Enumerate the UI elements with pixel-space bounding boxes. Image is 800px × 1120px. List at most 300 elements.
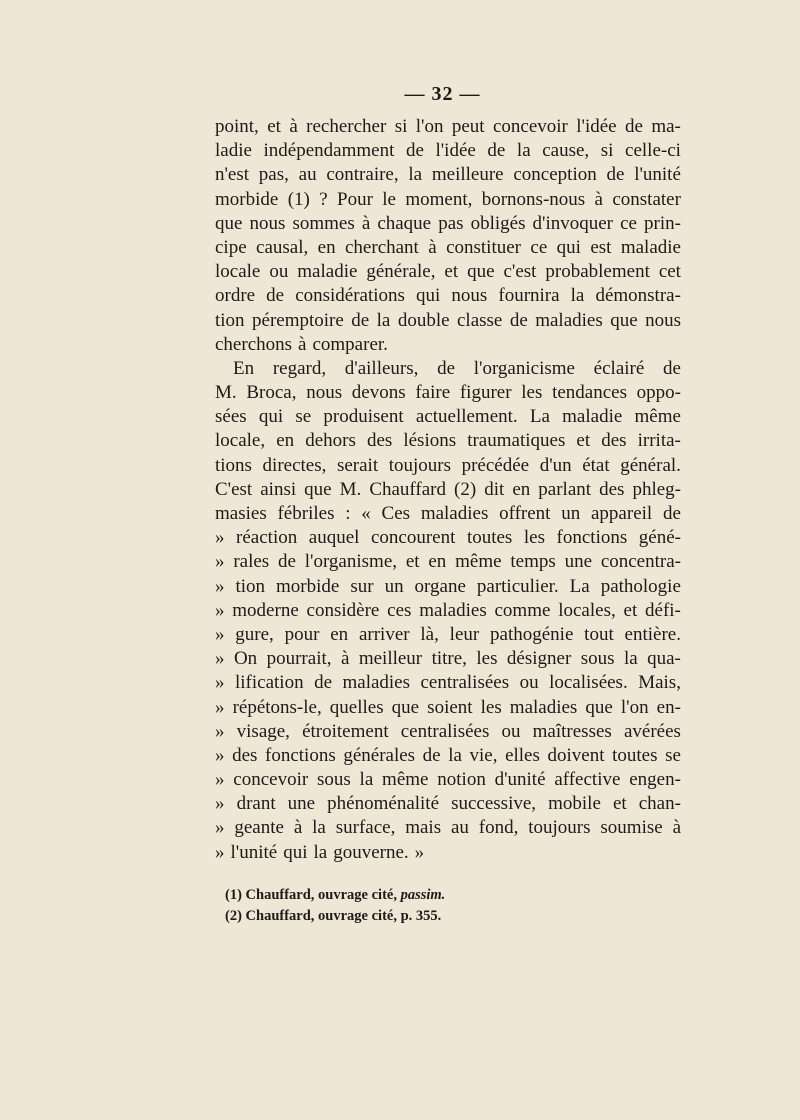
word: un — [561, 503, 581, 524]
word: répétons-le, — [232, 696, 322, 718]
word: en — [317, 236, 336, 258]
word: démonstra- — [595, 285, 681, 307]
word: d'un — [539, 454, 572, 476]
word: et — [612, 793, 627, 815]
word: tout — [584, 623, 614, 645]
word: rales — [233, 551, 270, 573]
word: que — [304, 478, 332, 500]
word: lésions — [403, 430, 457, 452]
word: général. — [620, 454, 681, 476]
word: se — [295, 406, 312, 428]
footnote-text: Chauffard, ouvrage cité, — [245, 887, 397, 903]
word: gouverne. — [333, 841, 409, 863]
word: générale, — [366, 261, 436, 283]
word: maîtresses — [532, 720, 612, 742]
word: » — [215, 817, 225, 839]
word: ou — [501, 720, 521, 742]
footnote-marker: (2) — [225, 908, 242, 924]
word: » — [215, 599, 225, 621]
word: de — [625, 116, 643, 137]
word: point, — [215, 116, 259, 137]
word: nous — [645, 309, 681, 331]
word: soient — [427, 696, 473, 718]
word: figurer — [459, 382, 512, 404]
text-line — [215, 768, 681, 792]
text-line — [215, 188, 681, 212]
word: concevoir — [492, 116, 568, 137]
word: fébriles — [277, 503, 335, 524]
word: maladie — [620, 236, 681, 258]
word: maladies — [342, 672, 411, 694]
word: geante — [234, 817, 284, 839]
word: maladies — [419, 599, 487, 621]
word: toutes — [466, 527, 513, 549]
word: ces — [387, 599, 412, 621]
word: qua- — [647, 648, 681, 670]
word: que — [467, 261, 495, 283]
word: maladies — [535, 309, 603, 331]
text-line — [215, 478, 681, 502]
word: » — [215, 672, 225, 694]
text-line — [215, 550, 681, 574]
text-line — [215, 405, 681, 429]
word: » — [215, 648, 225, 670]
word: fond, — [478, 817, 519, 839]
word: ce — [530, 236, 548, 258]
word: mais — [405, 817, 442, 839]
word: arriver — [358, 623, 410, 645]
word: que — [215, 212, 243, 234]
word: organe — [414, 575, 466, 597]
word: au — [450, 817, 469, 839]
word: des — [366, 430, 393, 452]
word: gure, — [235, 623, 274, 645]
word: l'organisme, — [304, 551, 398, 573]
word: centralisées — [420, 672, 510, 694]
word: » — [215, 744, 225, 766]
word: » — [215, 841, 225, 863]
word: tions — [215, 454, 252, 476]
text-line — [215, 599, 681, 623]
word: ce — [620, 212, 637, 234]
word: visage, — [236, 720, 290, 742]
word: offrent — [499, 503, 551, 524]
text-line — [215, 744, 681, 768]
word: chan- — [638, 793, 681, 815]
word: à — [594, 188, 603, 210]
word: des — [601, 430, 627, 452]
word: à — [672, 817, 681, 839]
word: drant — [236, 793, 276, 815]
word: qui — [416, 285, 441, 307]
word: la — [448, 744, 462, 766]
word: parlant — [538, 478, 592, 500]
word: moment, — [405, 188, 473, 210]
word: maladies — [509, 696, 578, 718]
word: une — [287, 793, 316, 815]
word: Mais, — [638, 672, 681, 694]
text-line — [215, 841, 681, 865]
word: que — [585, 696, 613, 718]
word: phénoménalité — [327, 793, 440, 815]
body-text — [215, 115, 681, 865]
word: précédée — [461, 454, 530, 476]
word: le — [382, 188, 396, 210]
word: La — [569, 575, 590, 597]
text-line — [215, 163, 681, 187]
word: cherchant — [345, 236, 419, 258]
word: » — [215, 696, 225, 718]
word: Broca, — [246, 382, 297, 404]
word: état — [582, 454, 610, 476]
word: à — [289, 116, 298, 137]
word: » — [215, 769, 225, 791]
word: Pour — [337, 188, 373, 210]
word: une — [564, 551, 592, 573]
word: dit — [484, 478, 505, 500]
word: cet — [658, 261, 681, 283]
word: la — [313, 841, 328, 863]
word: la — [570, 285, 585, 307]
word: quelles — [329, 696, 384, 718]
word: engen- — [629, 769, 681, 791]
word: leur — [449, 623, 480, 645]
word: locale — [215, 261, 261, 283]
text-line — [215, 309, 681, 333]
word: locales, — [558, 599, 616, 621]
word: les — [480, 696, 502, 718]
word: ladie — [215, 140, 252, 162]
word: peut — [451, 116, 485, 137]
text-line — [215, 236, 681, 260]
word: si — [394, 116, 408, 137]
word: elles — [505, 744, 540, 766]
word: d'unité — [494, 769, 546, 791]
word: à — [340, 648, 350, 670]
word: maladie — [297, 261, 358, 283]
word: même — [382, 769, 429, 791]
text-line — [215, 260, 681, 284]
word: et — [444, 261, 459, 283]
word: comme — [494, 599, 551, 621]
word: entière. — [624, 623, 681, 645]
word: en — [512, 478, 531, 500]
text-line — [215, 671, 681, 695]
word: l'unité — [634, 164, 681, 186]
word: fournira — [498, 285, 560, 307]
word: traumatiques — [467, 430, 566, 452]
word: de — [509, 309, 528, 331]
footnote-text: Chauffard, ouvrage cité, p. 355. — [245, 908, 442, 924]
word: soumise — [600, 817, 663, 839]
word: désigner — [506, 648, 572, 670]
footnotes — [225, 885, 625, 927]
text-line — [215, 792, 681, 816]
word: » — [215, 551, 225, 573]
word: devons — [351, 382, 406, 404]
word: de — [405, 140, 424, 162]
word: » — [414, 841, 425, 863]
word: qui — [258, 406, 284, 428]
word: toutes — [612, 744, 658, 766]
word: surface, — [335, 817, 396, 839]
word: meilleur — [358, 648, 423, 670]
word: notion — [437, 769, 486, 791]
word: fonctions — [556, 527, 628, 549]
word: et — [576, 430, 591, 452]
word: là, — [420, 623, 439, 645]
word: M. — [215, 382, 237, 404]
word: mobile — [548, 793, 601, 815]
word: pourrait, — [266, 648, 332, 670]
word: morbide — [276, 575, 340, 597]
word: nous — [306, 382, 343, 404]
word: concourent — [370, 527, 456, 549]
word: regard, — [272, 357, 327, 379]
word: chaque — [377, 212, 432, 234]
word: d'ailleurs, — [344, 357, 419, 379]
word: constater — [612, 188, 681, 210]
word: Chauffard — [369, 478, 446, 500]
word: de — [422, 744, 441, 766]
footnote-emphasis: passim. — [400, 887, 446, 903]
word: à — [298, 333, 307, 355]
word: La — [529, 406, 550, 428]
word: se — [665, 744, 681, 766]
word: » — [215, 623, 225, 645]
word: C'est — [215, 478, 253, 500]
text-line — [215, 623, 681, 647]
word: phleg- — [632, 478, 681, 500]
word: constituer — [446, 236, 521, 258]
word: qui — [283, 841, 308, 863]
word: cipe — [215, 236, 247, 258]
word: morbide — [215, 188, 279, 210]
word: que — [610, 309, 638, 331]
word: un — [384, 575, 404, 597]
word: double — [397, 309, 450, 331]
word: ou — [269, 261, 289, 283]
word: dehors — [305, 430, 356, 452]
word: appareil — [591, 503, 653, 524]
word: d'invoquer — [532, 212, 613, 234]
word: ? — [319, 188, 328, 210]
word: cause, — [542, 140, 590, 162]
word: toujours — [388, 454, 451, 476]
word: produisent — [323, 406, 404, 428]
word: des — [232, 744, 258, 766]
word: même — [634, 406, 681, 428]
word: serait — [336, 454, 379, 476]
word: et — [405, 551, 420, 573]
word: pathogénie — [490, 623, 574, 645]
word: considérations — [295, 285, 405, 307]
word: pathologie — [600, 575, 681, 597]
word: de — [663, 357, 681, 379]
word: M. — [339, 478, 362, 500]
word: maladies — [420, 503, 489, 524]
word: pas, — [258, 164, 289, 186]
text-line — [215, 429, 681, 453]
word: cherchons — [215, 333, 293, 355]
text-line — [215, 696, 681, 720]
word: classe — [457, 309, 503, 331]
word: réaction — [236, 527, 298, 549]
word: : — [345, 503, 351, 524]
word: ainsi — [260, 478, 297, 500]
text-line — [215, 454, 681, 478]
word: la — [408, 164, 423, 186]
word: la — [359, 769, 374, 791]
word: masies — [215, 503, 267, 524]
word: vie, — [469, 744, 498, 766]
word: fonctions — [265, 744, 336, 766]
word: maladie — [562, 406, 623, 428]
word: locale, — [215, 430, 266, 452]
text-line — [215, 502, 681, 526]
word: étroitement — [302, 720, 389, 742]
word: au — [298, 164, 317, 186]
word: avérées — [623, 720, 681, 742]
text-line — [215, 212, 681, 236]
text-line — [215, 381, 681, 405]
word: temps — [510, 551, 556, 573]
word: la — [516, 140, 531, 162]
word: l'idée — [435, 140, 476, 162]
word: si — [600, 140, 614, 162]
text-line — [215, 115, 681, 139]
text-line — [215, 575, 681, 599]
text-line — [215, 816, 681, 840]
word: contraire, — [326, 164, 399, 186]
word: en — [428, 551, 447, 573]
word: en — [330, 623, 349, 645]
word: celle-ci — [625, 140, 681, 162]
text-line — [215, 333, 681, 357]
word: et — [623, 599, 638, 621]
word: toujours — [528, 817, 591, 839]
word: obligés — [470, 212, 526, 234]
word: et — [267, 116, 281, 137]
word: bornons-nous — [481, 188, 586, 210]
word: On — [233, 648, 258, 670]
word: la — [376, 309, 391, 331]
word: géné- — [638, 527, 681, 549]
text-line — [215, 139, 681, 163]
word: c'est — [503, 261, 537, 283]
word: à — [361, 212, 371, 234]
word: ma- — [651, 116, 681, 137]
word: la — [623, 648, 638, 670]
word: en- — [656, 696, 681, 718]
page-number: — 32 — — [404, 83, 481, 105]
word: » — [215, 575, 225, 597]
word: (1) — [287, 188, 310, 210]
word: irrita- — [637, 430, 681, 452]
word: concevoir — [233, 769, 309, 791]
word: à — [428, 236, 437, 258]
word: titre, — [431, 648, 467, 670]
word: générales — [343, 744, 416, 766]
word: » — [215, 527, 225, 549]
word: successive, — [451, 793, 537, 815]
word: de — [487, 140, 506, 162]
word: la — [312, 817, 326, 839]
word: à — [293, 817, 303, 839]
word: de — [278, 551, 296, 573]
word: sous — [580, 648, 615, 670]
word: affective — [554, 769, 621, 791]
word: doivent — [547, 744, 605, 766]
word: localisées. — [549, 672, 628, 694]
word: concentra- — [600, 551, 681, 573]
text-line — [215, 357, 681, 381]
word: l'on — [620, 696, 649, 718]
footnote-2 — [225, 906, 625, 927]
word: en — [276, 430, 295, 452]
word: conception — [513, 164, 597, 186]
word: oppo- — [636, 382, 681, 404]
word: particulier. — [476, 575, 559, 597]
text-line — [215, 526, 681, 550]
word: même — [455, 551, 502, 573]
word: pas — [438, 212, 464, 234]
footnote-marker: (1) — [225, 887, 242, 903]
word: En — [233, 357, 255, 379]
word: de — [314, 672, 332, 694]
word: défi- — [645, 599, 681, 621]
word: l'idée — [576, 116, 617, 137]
word: ou — [519, 672, 539, 694]
word: de — [662, 503, 681, 524]
word: sous — [316, 769, 351, 791]
word: l'on — [415, 116, 444, 137]
word: nous — [249, 212, 286, 234]
word: ordre — [215, 285, 256, 307]
word: sur — [350, 575, 374, 597]
footnote-1 — [225, 885, 625, 906]
word: tion — [215, 309, 245, 331]
word: que — [391, 696, 420, 718]
word: nous — [451, 285, 488, 307]
word: comparer. — [312, 333, 388, 355]
text-line — [215, 284, 681, 308]
word: rechercher — [306, 116, 387, 137]
word: les — [476, 648, 498, 670]
word: considère — [306, 599, 380, 621]
word: qui — [556, 236, 581, 258]
word: directes, — [262, 454, 327, 476]
text-line — [215, 720, 681, 744]
word: l'organicisme — [473, 357, 575, 379]
word: les — [521, 382, 543, 404]
word: les — [523, 527, 545, 549]
word: est — [590, 236, 612, 258]
word: de — [266, 285, 285, 307]
word: de — [351, 309, 370, 331]
word: péremptoire — [252, 309, 344, 331]
word: meilleure — [431, 164, 504, 186]
word: » — [215, 793, 225, 815]
word: sées — [215, 406, 247, 428]
word: auquel — [308, 527, 360, 549]
word: de — [606, 164, 625, 186]
word: prin- — [644, 212, 681, 234]
word: probablement — [545, 261, 650, 283]
word: actuellement. — [415, 406, 518, 428]
word: lification — [234, 672, 304, 694]
word: de — [437, 357, 456, 379]
